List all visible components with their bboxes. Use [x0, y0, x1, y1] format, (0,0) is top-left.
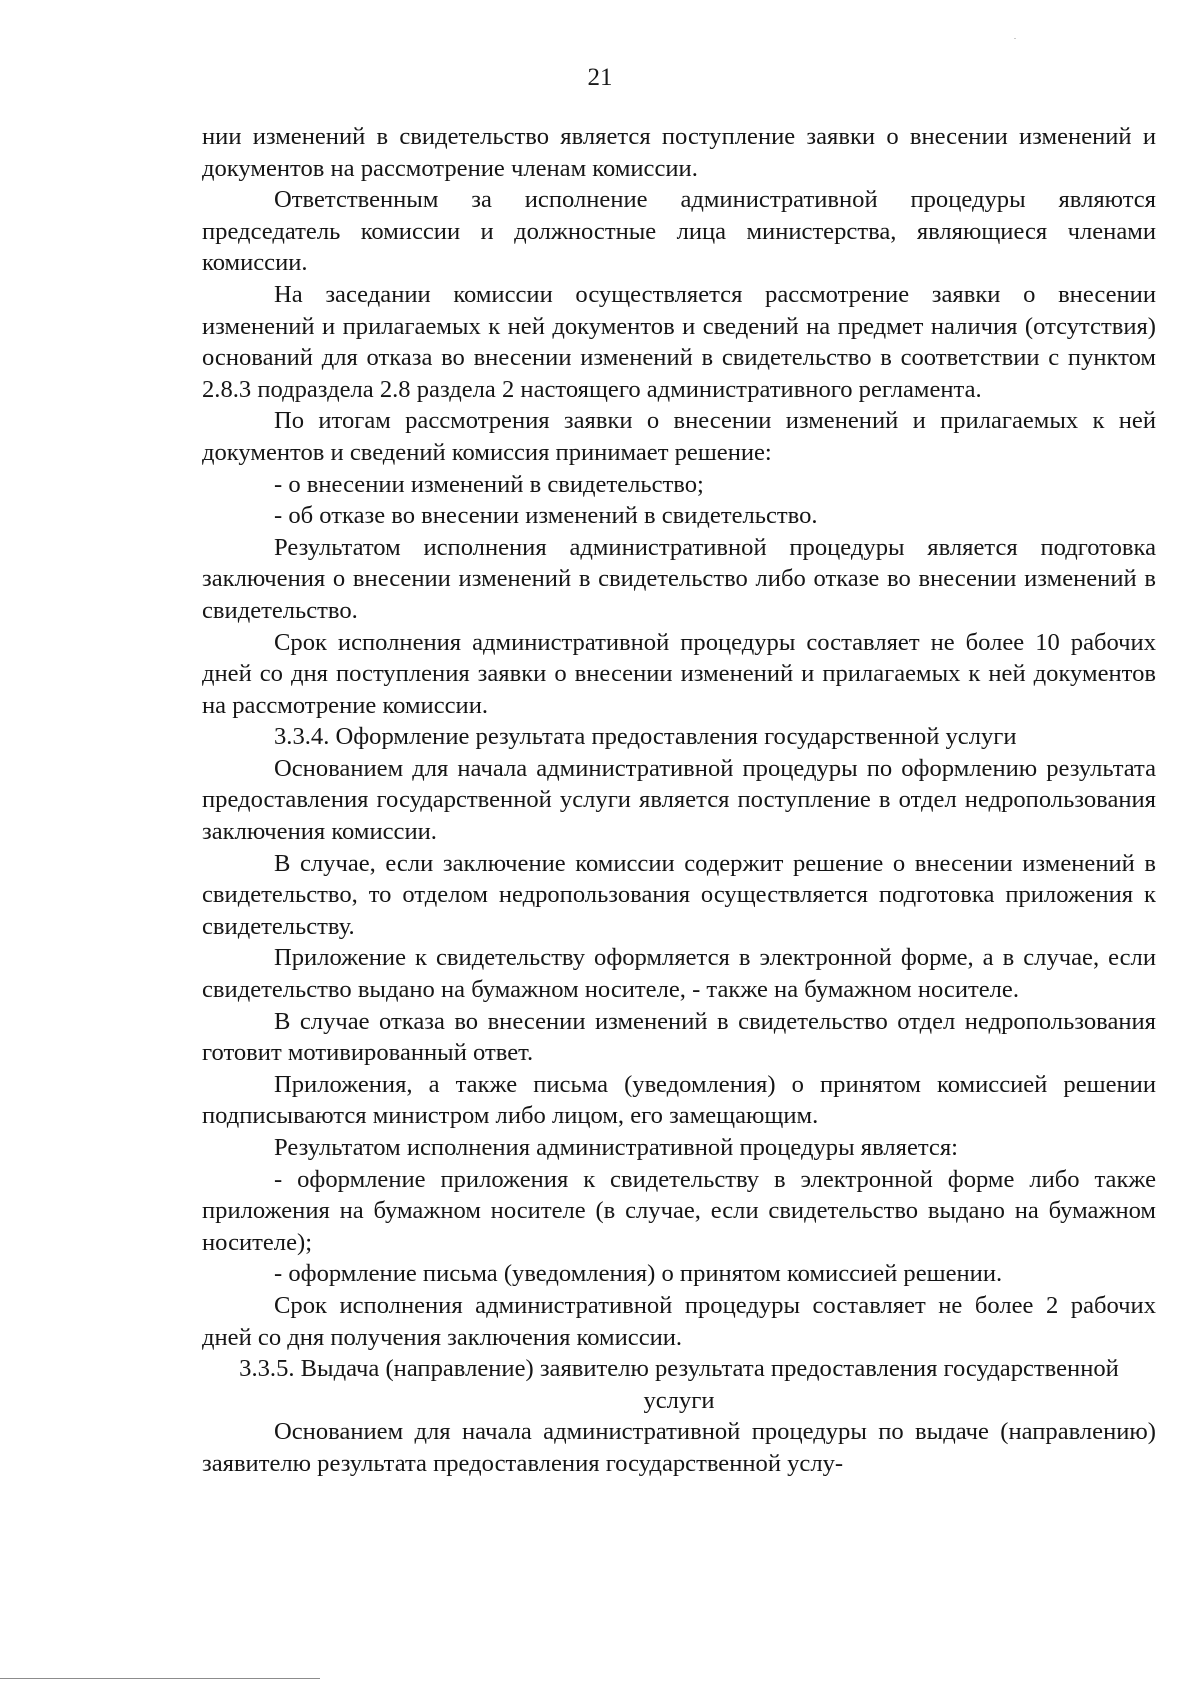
- paragraph: В случае, если заключение комиссии содержит решение о внесении изменений в свидетельство, то отделом недропользования осуществляется подготовка приложения к свидетельству.: [202, 849, 1156, 940]
- section-heading-3-3-4: 3.3.4. Оформление результата предоставления государственной услуги: [274, 723, 1017, 751]
- paragraph: В случае отказа во внесении изменений в свидетельство отдел недропользования готовит мотивированный ответ.: [202, 1007, 1156, 1067]
- list-item: - об отказе во внесении изменений в свидетельство.: [274, 502, 818, 530]
- paragraph: Результатом исполнения административной процедуры является:: [274, 1134, 958, 1161]
- paragraph: На заседании комиссии осуществляется рассмотрение заявки о внесении изменений и прилагаемых к ней документов и сведений на предмет наличия (отсутствия) оснований для отказа во внесении изменений в свидетельство в соответствии с пунктом 2.8.3 подраздела 2.8 раздела 2 настоящего административного регламента.: [202, 280, 1156, 403]
- paragraph: Срок исполнения административной процедуры составляет не более 10 рабочих дней со дня поступления заявки о внесении изменений и прилагаемых к ней документов на рассмотрение комиссии.: [202, 628, 1156, 719]
- paragraph: Срок исполнения административной процедуры составляет не более 2 рабочих дней со дня получения заключения комиссии.: [202, 1291, 1156, 1351]
- list-item: - оформление приложения к свидетельству в электронной форме либо также приложения на бумажном носителе (в случае, если свидетельство выдано на бумажном носителе);: [202, 1165, 1156, 1256]
- section-heading-3-3-5: 3.3.5. Выдача (направление) заявителю результата предоставления государственной услуги: [239, 1355, 1119, 1414]
- scan-artifact: [1014, 38, 1016, 39]
- document-body: [202, 121, 1156, 1480]
- paragraph: Ответственным за исполнение административной процедуры являются председатель комиссии и должностные лица министерства, являющиеся членами комиссии.: [202, 186, 1156, 277]
- paragraph: Основанием для начала административной процедуры по оформлению результата предоставления государственной услуги является поступление в отдел недропользования заключения комиссии.: [202, 754, 1156, 846]
- paragraph: По итогам рассмотрения заявки о внесении изменений и прилагаемых к ней документов и сведений комиссия принимает решение:: [202, 407, 1156, 466]
- paragraph: Приложения, а также письма (уведомления) о принятом комиссией решении подписываются министром либо лицом, его замещающим.: [202, 1070, 1156, 1130]
- list-item: - о внесении изменений в свидетельство;: [274, 470, 704, 498]
- list-item: - оформление письма (уведомления) о принятом комиссией решении.: [274, 1260, 1003, 1288]
- paragraph: Приложение к свидетельству оформляется в электронной форме, а в случае, если свидетельство выдано на бумажном носителе, - также на бумажном носителе.: [202, 944, 1156, 1004]
- paragraph: Основанием для начала административной процедуры по выдаче (направлению) заявителю результата предоставления государственной услу-: [202, 1418, 1156, 1477]
- paragraph: нии изменений в свидетельство является поступление заявки о внесении изменений и документов на рассмотрение членам комиссии.: [202, 123, 1156, 182]
- paragraph: Результатом исполнения административной процедуры является подготовка заключения о внесении изменений в свидетельство либо отказе во внесении изменений в свидетельство.: [202, 533, 1156, 624]
- bottom-scan-line: [0, 1678, 320, 1679]
- page-number: 21: [587, 64, 613, 91]
